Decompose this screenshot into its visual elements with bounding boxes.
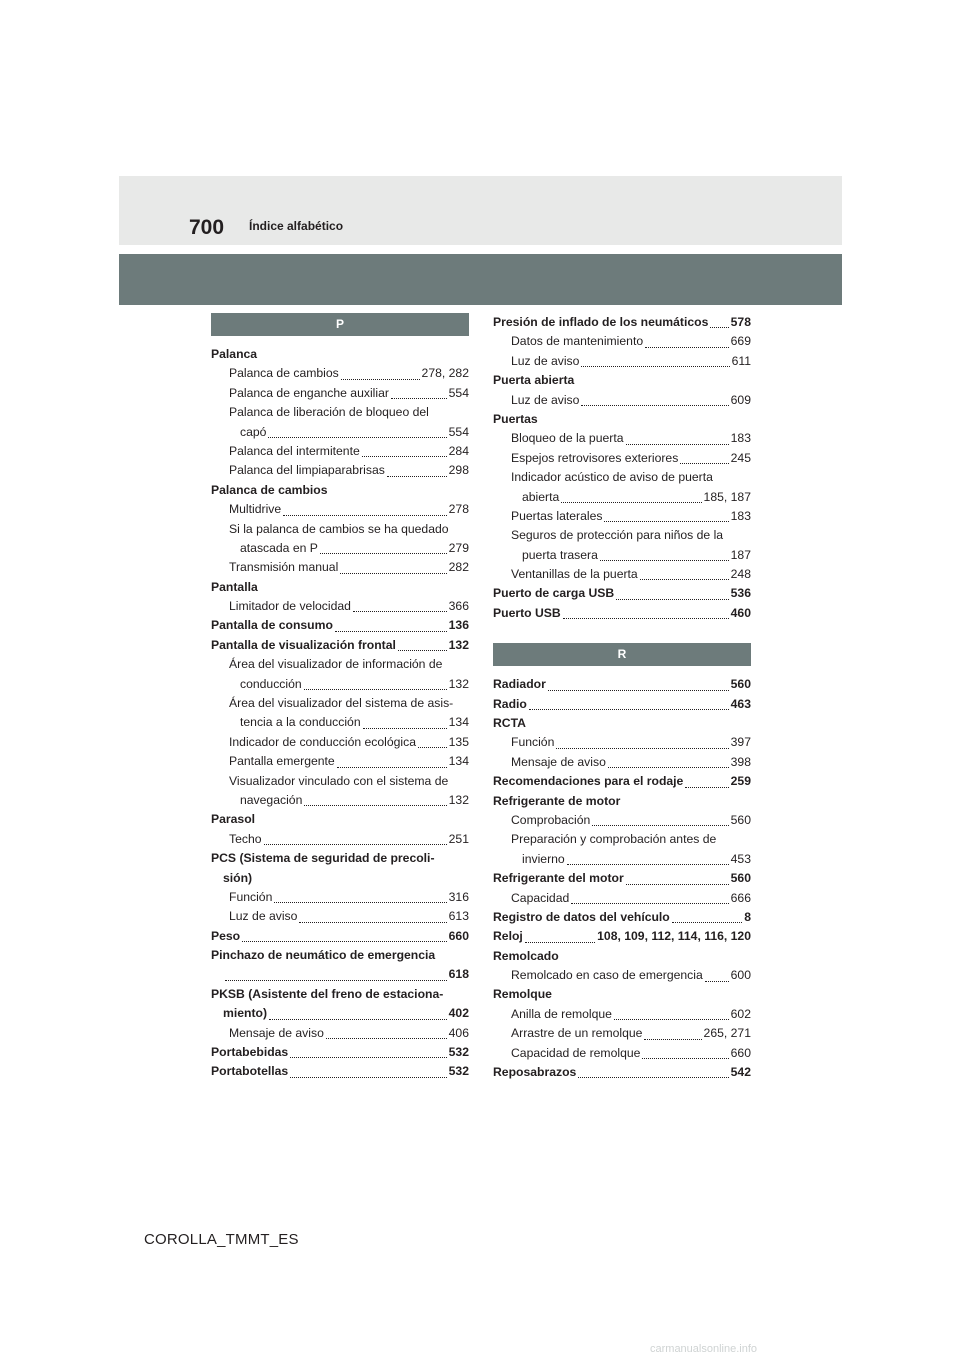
index-entry — [211, 578, 469, 597]
index-entry — [493, 986, 751, 1005]
index-entry-page: 8 — [744, 909, 751, 924]
index-entry — [211, 694, 469, 713]
index-entry-label: Si la palanca de cambios se ha quedado — [229, 521, 449, 536]
index-entry — [211, 966, 469, 985]
index-entry-page: 132 — [448, 637, 469, 652]
index-entry-page: 134 — [448, 754, 469, 769]
index-entry — [211, 1062, 469, 1081]
index-entry-label: Comprobación — [511, 812, 591, 827]
index-entry-label: Luz de aviso — [511, 353, 580, 368]
index-entry-label: Indicador acústico de aviso de puerta — [511, 470, 713, 485]
index-entry — [493, 869, 751, 888]
index-entry-page: 618 — [448, 967, 469, 982]
index-entry — [493, 1024, 751, 1043]
index-entry-label: Reposabrazos — [493, 1065, 577, 1080]
index-entry-page: 136 — [448, 618, 469, 633]
index-entry-page: 259 — [730, 774, 751, 789]
index-entry-label: Puertas laterales — [511, 508, 603, 523]
dot-leader — [529, 708, 729, 710]
dot-leader — [644, 1038, 701, 1040]
index-entry-label: Remolcado en caso de emergencia — [511, 968, 703, 983]
dot-leader — [710, 326, 728, 328]
index-entry — [211, 733, 469, 752]
dot-leader — [363, 727, 447, 729]
index-entry-page: 560 — [730, 871, 751, 886]
index-entry-page: 251 — [448, 831, 469, 846]
index-entry — [493, 695, 751, 714]
index-entry — [211, 752, 469, 771]
index-entry-page: 542 — [730, 1065, 751, 1080]
index-entry-label: Refrigerante del motor — [493, 871, 624, 886]
index-entry-page: 532 — [448, 1064, 469, 1079]
index-entry-label: Mensaje de aviso — [511, 754, 606, 769]
index-column-right — [493, 313, 751, 1082]
index-entry-label: puerta trasera — [522, 547, 598, 562]
index-entry-page: 134 — [448, 715, 469, 730]
dot-leader — [592, 824, 728, 826]
index-entry — [211, 500, 469, 519]
dot-leader — [391, 397, 447, 399]
dot-leader — [304, 688, 447, 690]
index-entry — [493, 830, 751, 849]
dot-leader — [600, 559, 729, 561]
index-entry-label: Arrastre de un remolque — [511, 1026, 643, 1041]
index-entry-label: Portabotellas — [211, 1064, 289, 1079]
index-entry-page: 453 — [730, 851, 751, 866]
index-entry-label: Portabebidas — [211, 1045, 289, 1060]
letter-heading-p: P — [211, 313, 469, 336]
dot-leader — [337, 766, 447, 768]
index-entry-page: 660 — [730, 1045, 751, 1060]
dot-leader — [608, 766, 729, 768]
index-entry-page: 282 — [448, 560, 469, 575]
index-entry-label: Pantalla de consumo — [211, 618, 333, 633]
index-entry-page: 611 — [731, 353, 751, 368]
index-entry-label: Puerto USB — [493, 605, 561, 620]
index-entry-label: Radiador — [493, 677, 546, 692]
index-entry-label: PCS (Sistema de seguridad de precoli- — [211, 851, 435, 866]
index-entry-label: Palanca de cambios — [211, 482, 328, 497]
section-title: Índice alfabético — [249, 219, 344, 233]
index-entry — [493, 604, 751, 623]
index-entry-page: 187 — [730, 547, 751, 562]
index-entry-label: navegación — [240, 792, 303, 807]
dot-leader — [571, 902, 728, 904]
index-entry-label: Función — [229, 889, 273, 904]
index-entries-p-continued — [493, 313, 751, 623]
dot-leader — [320, 552, 447, 554]
index-entry-page: 666 — [730, 890, 751, 905]
dot-leader — [264, 843, 447, 845]
index-entry-label: Transmisión manual — [229, 560, 339, 575]
index-entry-label: conducción — [240, 676, 302, 691]
index-entry — [211, 461, 469, 480]
index-entry — [211, 1024, 469, 1043]
index-entry — [211, 985, 469, 1004]
index-entry — [493, 772, 751, 791]
index-entry-page: 560 — [730, 812, 751, 827]
index-entry-label: Capacidad — [511, 890, 570, 905]
index-entry — [211, 520, 469, 539]
index-entry-label: Capacidad de remolque — [511, 1045, 641, 1060]
index-entry — [211, 849, 469, 868]
index-entry-page: 460 — [730, 605, 751, 620]
index-entry-label: Remolque — [493, 987, 552, 1002]
index-entry — [211, 888, 469, 907]
dot-leader — [563, 617, 729, 619]
index-entry-label: Presión de inflado de los neumáticos — [493, 314, 709, 329]
dot-leader — [640, 578, 729, 580]
index-entry-page: 298 — [448, 463, 469, 478]
index-entry-page: 554 — [448, 385, 469, 400]
index-entry — [493, 313, 751, 332]
index-entry-page: 284 — [448, 443, 469, 458]
index-entry-label: Preparación y comprobación antes de — [511, 832, 717, 847]
dot-leader — [680, 462, 728, 464]
index-entry-label: Luz de aviso — [511, 392, 580, 407]
dot-leader — [604, 520, 728, 522]
index-entry — [211, 1004, 469, 1023]
dot-leader — [362, 455, 447, 457]
index-entry-label: Palanca de cambios — [229, 366, 339, 381]
dot-leader — [242, 940, 447, 942]
index-entry-label: Palanca del limpiaparabrisas — [229, 463, 385, 478]
index-entry-label: capó — [240, 424, 267, 439]
index-entry-page: 316 — [448, 889, 469, 904]
index-entry — [493, 507, 751, 526]
index-entry — [493, 966, 751, 985]
index-entry-label: Palanca del intermitente — [229, 443, 360, 458]
index-entry-page: 265, 271 — [703, 1026, 751, 1041]
index-entry-page: 183 — [730, 431, 751, 446]
dot-leader — [268, 436, 446, 438]
index-entry-page: 406 — [448, 1025, 469, 1040]
index-entries-r — [493, 675, 751, 1082]
index-entry — [493, 889, 751, 908]
index-entry-page: 279 — [448, 540, 469, 555]
index-entry-page: 463 — [730, 696, 751, 711]
index-entry — [211, 907, 469, 926]
index-entry-label: Datos de mantenimiento — [511, 334, 644, 349]
index-entry — [211, 713, 469, 732]
index-entry-label: Refrigerante de motor — [493, 793, 621, 808]
dot-leader — [561, 501, 701, 503]
index-entry — [493, 927, 751, 946]
index-entry-page: 532 — [448, 1045, 469, 1060]
index-entry-label: Seguros de protección para niños de la — [511, 528, 724, 543]
index-entry — [493, 811, 751, 830]
index-entry-label: Pantalla — [211, 579, 258, 594]
dot-leader — [525, 941, 595, 943]
dot-leader — [616, 598, 728, 600]
index-entry-label: Pinchazo de neumático de emergencia — [211, 948, 436, 963]
index-entry — [211, 772, 469, 791]
index-entry — [211, 675, 469, 694]
index-entry-label: Palanca de enganche auxiliar — [229, 385, 389, 400]
index-entry-label: Radio — [493, 696, 527, 711]
index-entry — [493, 488, 751, 507]
index-entry-label: Recomendaciones para el rodaje — [493, 774, 684, 789]
dot-leader — [645, 346, 729, 348]
index-entry-label: Indicador de conducción ecológica — [229, 734, 417, 749]
index-entry — [493, 908, 751, 927]
index-entry-label: invierno — [522, 851, 565, 866]
index-entry — [211, 558, 469, 577]
index-entry-label: Pantalla de visualización frontal — [211, 637, 396, 652]
index-entry — [211, 442, 469, 461]
dot-leader — [290, 1076, 446, 1078]
dot-leader — [614, 1018, 729, 1020]
index-entry-page: 536 — [730, 586, 751, 601]
index-entry-page: 245 — [730, 450, 751, 465]
index-entry-label: Reloj — [493, 929, 523, 944]
index-entry — [493, 468, 751, 487]
dot-leader — [335, 630, 447, 632]
index-entry-page: 554 — [448, 424, 469, 439]
index-entry-label: Área del visualizador del sistema de asis- — [229, 696, 454, 711]
dot-leader — [642, 1057, 728, 1059]
index-entry — [493, 714, 751, 733]
index-entry — [493, 352, 751, 371]
index-entry — [211, 597, 469, 616]
index-entry-page: 248 — [730, 567, 751, 582]
index-entry-page: 185, 187 — [703, 489, 751, 504]
dot-leader — [353, 610, 447, 612]
dot-leader — [581, 404, 728, 406]
index-entry-label: Puerta abierta — [493, 373, 575, 388]
index-entry-label: Mensaje de aviso — [229, 1025, 324, 1040]
index-entry — [493, 1063, 751, 1082]
index-entry-label: Peso — [211, 928, 241, 943]
index-entry-label: Palanca — [211, 346, 258, 361]
index-entry-label: miento) — [223, 1006, 268, 1021]
index-entry-label: atascada en P — [240, 540, 318, 555]
index-entry-label: abierta — [522, 489, 560, 504]
index-entry-page: 600 — [730, 968, 751, 983]
index-entry-page: 609 — [730, 392, 751, 407]
index-entry-label: Multidrive — [229, 502, 282, 517]
dot-leader — [626, 883, 729, 885]
header-band — [119, 176, 842, 245]
index-entry — [211, 927, 469, 946]
index-entry-page: 397 — [730, 735, 751, 750]
index-entry-page: 366 — [448, 599, 469, 614]
index-entry — [211, 869, 469, 888]
dot-leader — [685, 786, 728, 788]
index-entry — [493, 753, 751, 772]
dot-leader — [340, 572, 446, 574]
dot-leader — [304, 804, 446, 806]
index-entry-label: Puerto de carga USB — [493, 586, 615, 601]
index-entry-label: Techo — [229, 831, 262, 846]
index-entry — [493, 675, 751, 694]
dot-leader — [418, 746, 447, 748]
index-entry — [211, 636, 469, 655]
index-entry — [211, 384, 469, 403]
dot-leader — [398, 649, 447, 651]
index-entry-page: 402 — [448, 1006, 469, 1021]
index-entry-page: 135 — [448, 734, 469, 749]
index-entry — [493, 584, 751, 603]
dot-leader — [290, 1056, 446, 1058]
index-entry-label: RCTA — [493, 716, 526, 731]
index-entry-label: Área del visualizador de información de — [229, 657, 443, 672]
dot-leader — [705, 980, 729, 982]
index-entry-label: Luz de aviso — [229, 909, 298, 924]
index-entry-label: sión) — [223, 870, 253, 885]
dot-leader — [672, 921, 742, 923]
dot-leader — [581, 365, 729, 367]
index-entry-label: Visualizador vinculado con el sistema de — [229, 773, 449, 788]
index-entry — [493, 332, 751, 351]
header-dark-band — [119, 254, 842, 305]
index-entry — [493, 449, 751, 468]
index-entry — [211, 345, 469, 364]
index-entry — [211, 403, 469, 422]
index-entry — [211, 539, 469, 558]
dot-leader — [578, 1076, 728, 1078]
index-entry — [211, 655, 469, 674]
index-entry — [493, 546, 751, 565]
index-entry — [493, 526, 751, 545]
index-entry — [211, 1043, 469, 1062]
index-entry — [211, 946, 469, 965]
index-entry-label: Palanca de liberación de bloqueo del — [229, 405, 429, 420]
index-entry-page: 278, 282 — [421, 366, 469, 381]
dot-leader — [567, 863, 729, 865]
index-entry — [493, 792, 751, 811]
dot-leader — [341, 378, 420, 380]
index-entry — [211, 791, 469, 810]
index-entry-label: Remolcado — [493, 948, 559, 963]
index-entry — [493, 850, 751, 869]
dot-leader — [556, 747, 728, 749]
index-entry — [493, 565, 751, 584]
index-entry — [211, 423, 469, 442]
index-entry-label: Espejos retrovisores exteriores — [511, 450, 679, 465]
index-entry-page: 132 — [448, 676, 469, 691]
index-entry — [493, 947, 751, 966]
index-entry — [211, 810, 469, 829]
index-entry-page: 398 — [730, 754, 751, 769]
index-column-left — [211, 313, 469, 1082]
index-entry-page: 278 — [448, 502, 469, 517]
index-entry — [493, 410, 751, 429]
index-entry-label: Limitador de velocidad — [229, 599, 351, 614]
index-entry — [493, 1005, 751, 1024]
dot-leader — [387, 475, 447, 477]
index-entry-label: Bloqueo de la puerta — [511, 431, 624, 446]
index-entry-label: Ventanillas de la puerta — [511, 567, 638, 582]
dot-leader — [326, 1037, 447, 1039]
index-entry-page: 660 — [448, 928, 469, 943]
index-entry-page: 602 — [730, 1006, 751, 1021]
index-entry-label: Parasol — [211, 812, 256, 827]
index-entry — [211, 481, 469, 500]
dot-leader — [274, 901, 446, 903]
index-entry-page: 560 — [730, 677, 751, 692]
dot-leader — [299, 921, 446, 923]
dot-leader — [548, 689, 729, 691]
index-entry — [493, 391, 751, 410]
index-entry-page: 613 — [448, 909, 469, 924]
index-entry-page: 578 — [730, 314, 751, 329]
index-entry-label: Pantalla emergente — [229, 754, 335, 769]
index-entry-label: PKSB (Asistente del freno de estaciona- — [211, 986, 444, 1001]
index-entry-label: Función — [511, 735, 555, 750]
dot-leader — [626, 443, 729, 445]
index-entry-label: Registro de datos del vehículo — [493, 909, 670, 924]
index-entry — [211, 830, 469, 849]
dot-leader — [269, 1018, 447, 1020]
index-entry — [211, 364, 469, 383]
index-entry-page: 132 — [448, 792, 469, 807]
document-footer-code: COROLLA_TMMT_ES — [144, 1231, 299, 1248]
index-entry-page: 669 — [730, 334, 751, 349]
index-entries-p — [211, 345, 469, 1082]
index-entry-page: 183 — [730, 508, 751, 523]
index-entry — [211, 616, 469, 635]
dot-leader — [283, 514, 447, 516]
letter-heading-r: R — [493, 643, 751, 666]
index-entry — [493, 1044, 751, 1063]
index-entry-label: tencia a la conducción — [240, 715, 361, 730]
index-entry — [493, 429, 751, 448]
index-entry-label: Puertas — [493, 411, 538, 426]
index-entry-page: 108, 109, 112, 114, 116, 120 — [597, 929, 751, 944]
dot-leader — [225, 979, 447, 981]
index-entry-label: Anilla de remolque — [511, 1006, 612, 1021]
index-entry — [493, 733, 751, 752]
index-entry — [493, 371, 751, 390]
watermark: carmanualsonline.info — [650, 1343, 758, 1355]
page-number: 700 — [189, 216, 225, 239]
